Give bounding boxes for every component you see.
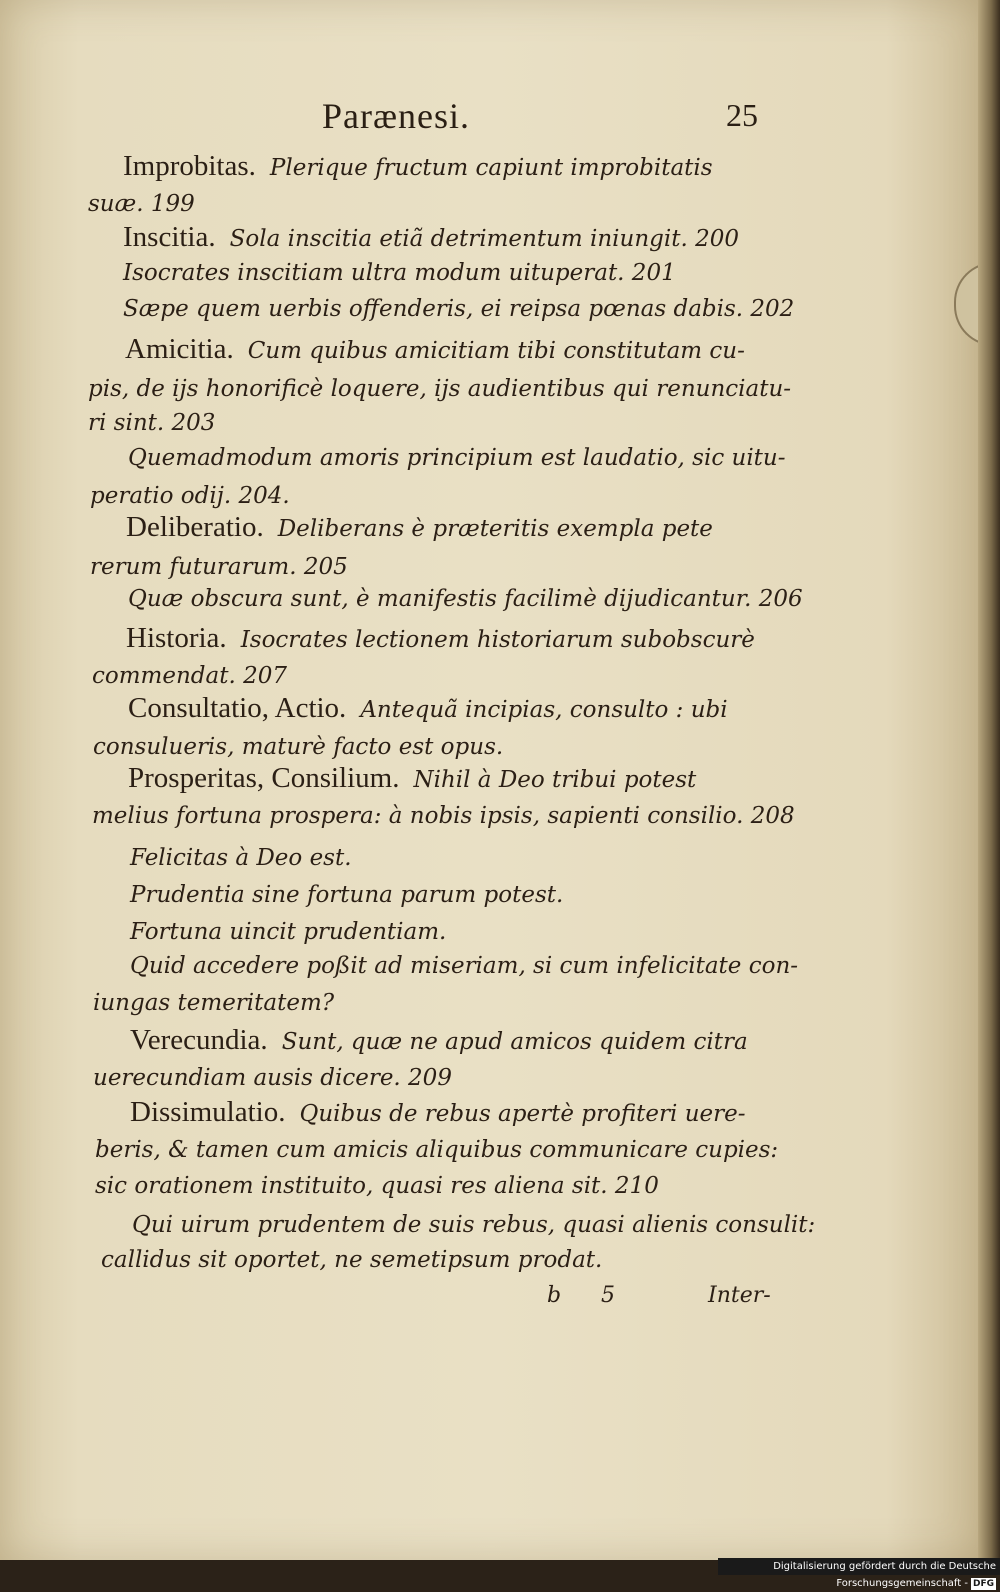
text-line [128,764,696,793]
lemma: Dissimulatio. [130,1096,286,1128]
line-text: Qui uirum prudentem de suis rebus, quasi alienis consulit: [132,1212,816,1238]
page-number: 25 [726,97,758,133]
lemma: Amicitia. [125,333,234,365]
line-text: Antequã incipias, consulto : ubi [360,697,728,723]
text-line [123,262,676,285]
line-text: Quid accedere poßit ad miseriam, si cum infelicitate con- [130,953,799,979]
text-line [128,588,803,611]
text-line [130,884,563,907]
line-text: Plerique fructum capiunt improbitatis [269,155,713,181]
text-line [123,152,713,181]
text-line [126,513,713,542]
lemma: Prosperitas, Consilium. [128,762,400,794]
signature-number: 5 [601,1283,615,1308]
line-text: Quibus de rebus apertè profiteri uere- [299,1101,746,1127]
footer-text: Digitalisierung gefördert durch die Deutsche Forschungsgemeinschaft - [773,1561,996,1589]
text-line [92,665,287,688]
text-line [125,335,745,364]
dfg-logo-icon: DFG [972,1579,994,1589]
line-text: Quæ obscura sunt, è manifestis facilimè dijudicantur. 206 [128,586,803,612]
lemma: Inscitia. [123,221,216,253]
text-line [92,805,795,828]
text-line [90,485,290,508]
line-text: consulueris, maturè facto est opus. [93,734,504,760]
line-text: commendat. 207 [92,663,287,689]
line-text: Cum quibus amicitiam tibi constitutam cu- [247,338,745,364]
text-line [93,992,334,1015]
text-line [123,298,794,321]
text-line [128,447,786,470]
line-text: suæ. 199 [88,191,195,217]
text-line [93,736,503,759]
text-line [123,223,739,252]
text-line [130,955,798,978]
line-text: Felicitas à Deo est. [130,845,352,871]
text-line [130,1026,748,1055]
text-line [130,1098,746,1127]
running-title: Parænesi. [322,96,470,136]
digitization-footer [718,1558,1000,1589]
line-text: Isocrates lectionem historiarum subobscurè [240,627,755,653]
line-text: Deliberans è præteritis exempla pete [277,516,713,542]
line-text: Prudentia sine fortuna parum potest. [130,882,564,908]
line-text: Nihil à Deo tribui potest [413,767,697,793]
text-line [132,1214,815,1237]
catchword: Inter- [708,1283,771,1308]
line-text: Sunt, quæ ne apud amicos quidem citra [281,1029,748,1055]
text-line [95,1139,778,1162]
lemma: Consultatio, Actio. [128,692,347,724]
text-line [93,1067,452,1090]
line-text: Sæpe quem uerbis offenderis, ei reipsa pœnas dabis. 202 [123,296,795,322]
text-line [128,694,728,723]
signature-line [0,1283,985,1313]
line-text: iungas temeritatem? [93,990,335,1016]
lemma: Verecundia. [130,1024,268,1056]
page-header [0,95,985,145]
lemma: Improbitas. [123,150,256,182]
line-text: melius fortuna prospera: à nobis ipsis, sapienti consilio. 208 [92,803,795,829]
line-text: pis, de ijs honorificè loquere, ijs audientibus qui renunciatu- [88,376,792,402]
line-text: peratio odij. 204. [90,483,290,509]
line-text: beris, & tamen cum amicis aliquibus communicare cupies: [95,1137,779,1163]
text-line [88,412,215,435]
line-text: uerecundiam ausis dicere. 209 [93,1065,452,1091]
line-text: Fortuna uincit prudentiam. [130,919,447,945]
lemma: Historia. [126,622,227,654]
text-line [130,847,352,870]
text-line [88,193,195,216]
text-line [95,1175,659,1198]
line-text: Quemadmodum amoris principium est laudatio, sic uitu- [128,445,786,471]
text-line [126,624,755,653]
line-text: sic orationem instituito, quasi res aliena sit. 210 [95,1173,659,1199]
lemma: Deliberatio. [126,511,264,543]
line-text: ri sint. 203 [88,410,216,436]
line-text: Sola inscitia etiã detrimentum iniungit. 200 [229,226,739,252]
text-line [88,378,791,401]
text-line [130,921,446,944]
signature-mark: b [547,1283,562,1308]
line-text: Isocrates inscitiam ultra modum uituperat. 201 [123,260,676,286]
line-text: rerum futurarum. 205 [90,554,348,580]
text-line [90,556,348,579]
line-text: callidus sit oportet, ne semetipsum prodat. [101,1247,603,1273]
text-line [101,1249,602,1272]
book-edge [978,0,1000,1575]
